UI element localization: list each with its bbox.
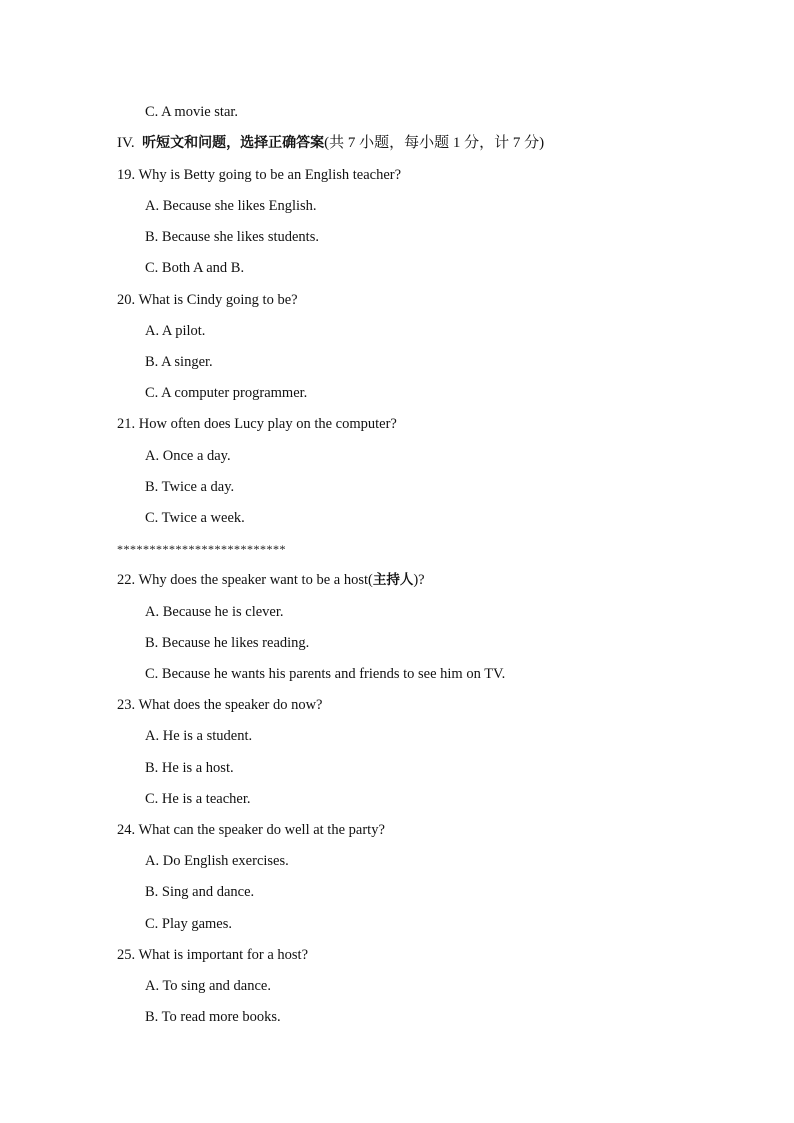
- section-heading: [117, 134, 544, 152]
- section-instruction: 听短文和问题，选择正确答案: [142, 135, 325, 151]
- question-22-option-a: A. Because he is clever.: [145, 604, 284, 620]
- question-20: 20. What is Cindy going to be?: [117, 292, 298, 308]
- question-23: 23. What does the speaker do now?: [117, 697, 323, 713]
- question-19-option-c: C. Both A and B.: [145, 260, 245, 276]
- question-22-cjk: 主持人: [372, 572, 414, 588]
- question-25: 25. What is important for a host?: [117, 947, 309, 963]
- section-note: (共 7 小题，每小题 1 分，计 7 分): [324, 135, 545, 151]
- question-24-option-b: B. Sing and dance.: [145, 884, 255, 900]
- question-21-option-c: C. Twice a week.: [145, 510, 245, 526]
- question-20-option-a: A. A pilot.: [145, 323, 206, 339]
- question-24: 24. What can the speaker do well at the party?: [117, 822, 385, 838]
- question-24-option-a: A. Do English exercises.: [145, 853, 289, 869]
- question-21-option-b: B. Twice a day.: [145, 479, 235, 495]
- question-22-option-c: C. Because he wants his parents and friends to see him on TV.: [145, 666, 506, 682]
- question-24-option-c: C. Play games.: [145, 916, 232, 932]
- question-19-option-a: A. Because she likes English.: [145, 198, 317, 214]
- question-20-option-b: B. A singer.: [145, 354, 213, 370]
- question-25-option-b: B. To read more books.: [145, 1009, 281, 1025]
- question-25-option-a: A. To sing and dance.: [145, 978, 271, 994]
- question-23-option-a: A. He is a student.: [145, 728, 253, 744]
- question-19-option-b: B. Because she likes students.: [145, 229, 319, 245]
- option-c-previous: C. A movie star.: [145, 104, 239, 120]
- section-label: IV.: [117, 135, 135, 151]
- question-19: 19. Why is Betty going to be an English teacher?: [117, 167, 402, 183]
- question-22: [117, 571, 425, 589]
- question-23-option-b: B. He is a host.: [145, 760, 234, 776]
- question-21-option-a: A. Once a day.: [145, 448, 231, 464]
- question-22-text: 22. Why does the speaker want to be a host(: [117, 572, 373, 588]
- question-20-option-c: C. A computer programmer.: [145, 385, 308, 401]
- question-22-text-end: )?: [413, 572, 425, 588]
- question-22-option-b: B. Because he likes reading.: [145, 635, 310, 651]
- question-23-option-c: C. He is a teacher.: [145, 791, 251, 807]
- question-21: 21. How often does Lucy play on the computer?: [117, 416, 397, 432]
- separator-stars: **************************: [117, 542, 286, 556]
